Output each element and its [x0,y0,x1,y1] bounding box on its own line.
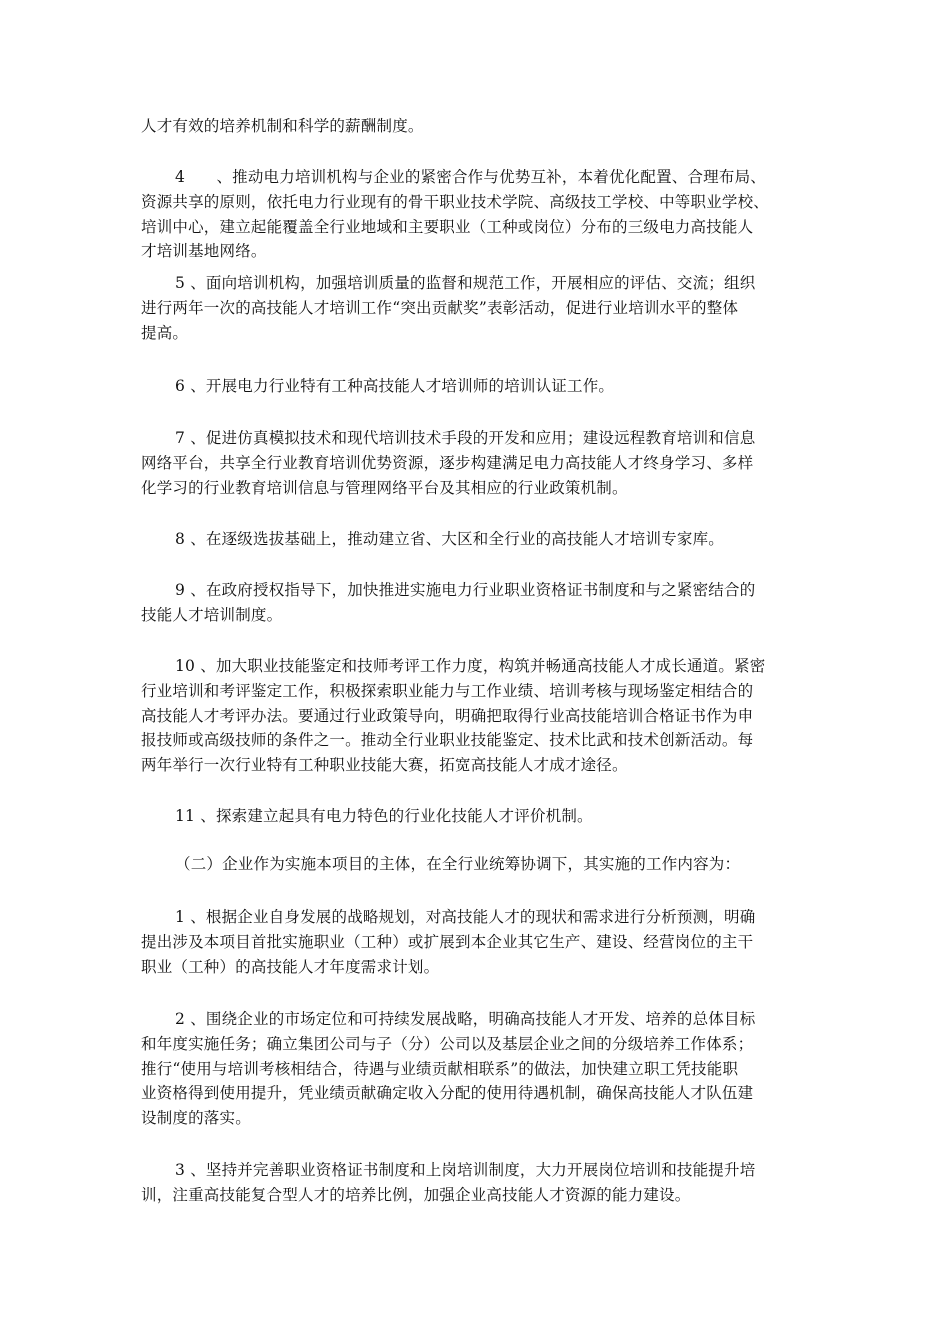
text-line: 技能人才培训制度。 [141,605,283,624]
text-line: 5 、面向培训机构，加强培训质量的监督和规范工作，开展相应的评估、交流；组织 [175,274,756,292]
paragraph-enterprise-item-2 [141,1007,821,1131]
text-line: 训，注重高技能复合型人才的培养比例，加强企业高技能人才资源的能力建设。 [141,1185,691,1204]
text-line: 1 、根据企业自身发展的战略规划，对高技能人才的现状和需求进行分析预测，明确 [175,908,756,926]
paragraph-item-10 [141,654,821,778]
text-line: 推行“使用与培训考核相结合，待遇与业绩贡献相联系”的做法，加快建立职工凭技能职 [141,1059,739,1078]
text-line: 高技能人才考评办法。要通过行业政策导向，明确把取得行业高技能培训合格证书作为申 [141,706,754,725]
text-line: 培训中心，建立起能覆盖全行业地域和主要职业（工种或岗位）分布的三级电力高技能人 [141,217,754,236]
text-line: 6 、开展电力行业特有工种高技能人才培训师的培训认证工作。 [175,377,615,395]
text-line: 业资格得到使用提升，凭业绩贡献确定收入分配的使用待遇机制，确保高技能人才队伍建 [141,1084,754,1103]
text-line: 网络平台，共享全行业教育培训优势资源，逐步构建满足电力高技能人才终身学习、多样 [141,453,754,472]
text-line: 化学习的行业教育培训信息与管理网络平台及其相应的行业政策机制。 [141,478,628,497]
paragraph-item-5 [141,271,821,345]
paragraph-item-4 [141,165,821,264]
text-line: 进行两年一次的高技能人才培训工作“突出贡献奖”表彰活动，促进行业培训水平的整体 [141,298,739,317]
text-line: 设制度的落实。 [141,1109,251,1128]
text-line: 和年度实施任务；确立集团公司与子（分）公司以及基层企业之间的分级培养工作体系； [141,1034,754,1053]
section-heading-2 [141,852,821,877]
text-line: 2 、围绕企业的市场定位和可持续发展战略，明确高技能人才开发、培养的总体目标 [175,1010,756,1028]
text-line: 才培训基地网络。 [141,242,267,261]
paragraph-continuation [141,114,821,139]
text-line: （二）企业作为实施本项目的主体，在全行业统筹协调下，其实施的工作内容为： [175,855,741,873]
paragraph-item-7 [141,426,821,500]
text-line: 两年举行一次行业特有工种职业技能大赛，拓宽高技能人才成才途径。 [141,756,628,775]
text-line: 提出涉及本项目首批实施职业（工种）或扩展到本企业其它生产、建设、经营岗位的主干 [141,932,754,951]
paragraph-item-6 [141,374,821,399]
text-line: 报技师或高级技师的条件之一。推动全行业职业技能鉴定、技术比武和技术创新活动。每 [141,731,754,750]
paragraph-enterprise-item-3 [141,1158,821,1208]
text-line: 资源共享的原则，依托电力行业现有的骨干职业技术学院、高级技工学校、中等职业学校、 [141,192,770,211]
text-line: 人才有效的培养机制和科学的薪酬制度。 [141,117,424,135]
text-line: 4 、推动电力培训机构与企业的紧密合作与优势互补，本着优化配置、合理布局、 [175,168,766,186]
text-line: 行业培训和考评鉴定工作，积极探索职业能力与工作业绩、培训考核与现场鉴定相结合的 [141,681,754,700]
text-line: 10 、加大职业技能鉴定和技师考评工作力度，构筑并畅通高技能人才成长通道。紧密 [175,657,766,675]
text-line: 9 、在政府授权指导下，加快推进实施电力行业职业资格证书制度和与之紧密结合的 [175,581,756,599]
text-line: 提高。 [141,323,189,342]
paragraph-enterprise-item-1 [141,905,821,979]
text-line: 职业（工种）的高技能人才年度需求计划。 [141,957,440,976]
text-line: 8 、在逐级选拔基础上，推动建立省、大区和全行业的高技能人才培训专家库。 [175,530,724,548]
paragraph-item-9 [141,578,821,628]
text-line: 11 、探索建立起具有电力特色的行业化技能人才评价机制。 [175,807,593,825]
text-line: 3 、坚持并完善职业资格证书制度和上岗培训制度，大力开展岗位培训和技能提升培 [175,1161,756,1179]
paragraph-item-11 [141,804,821,829]
paragraph-item-8 [141,527,821,552]
text-line: 7 、促进仿真模拟技术和现代培训技术手段的开发和应用；建设远程教育培训和信息 [175,429,756,447]
